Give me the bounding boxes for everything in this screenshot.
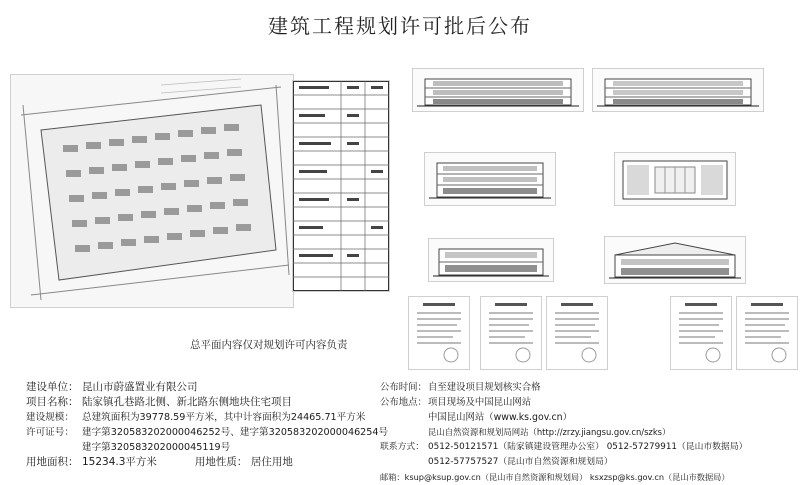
place-row — [380, 395, 798, 410]
permit-document-3 — [546, 296, 608, 370]
email-row — [380, 470, 798, 485]
permit-document-2 — [480, 296, 542, 370]
contact-row-2 — [380, 455, 798, 470]
elevation-drawing-6 — [604, 236, 746, 284]
project-info — [26, 380, 389, 470]
permit-row — [26, 425, 389, 440]
scale-label: 建设规模： — [26, 412, 74, 423]
elevation-drawing-4 — [614, 152, 736, 206]
period-row — [380, 380, 798, 395]
email-value: ksup@ksup.gov.cn（昆山市自然资源和规划局） ksxzsp@ks.gov.cn（昆山市数据局） — [404, 472, 730, 482]
permit-label: 许可证号： — [26, 427, 74, 438]
project-name-row — [26, 395, 382, 410]
plan-caption: 总平面内容仅对规划许可内容负责 — [190, 339, 348, 351]
elevation-drawing-1 — [412, 68, 584, 112]
land-area-value: 15234.3平方米 — [82, 456, 157, 468]
builder-row — [26, 380, 382, 395]
elevation-drawing-5 — [428, 238, 554, 282]
elevation-drawing-2 — [592, 68, 764, 112]
permit-number-line-2: 建字第320583202000045119号 — [82, 442, 231, 453]
place-label: 公布地点： — [380, 397, 427, 408]
permit-document-1 — [408, 296, 470, 370]
builder-value: 昆山市蔚盛置业有限公司 — [82, 381, 198, 393]
indicator-table — [292, 80, 390, 292]
land-use-label: 用地性质： — [194, 456, 248, 468]
email-label: 邮箱： — [380, 472, 405, 482]
permit-row-continued — [26, 440, 382, 455]
permit-number-line-1: 建字第320583202000046252号、建字第320583202000046254号 — [82, 427, 389, 438]
period-value: 自至建设项目规划核实合格 — [428, 382, 541, 393]
place-line-2: 中国昆山网站（www.ks.gov.cn） — [428, 412, 572, 423]
contact-label: 联系方式： — [380, 442, 424, 452]
contact-line-2: 0512-57757527（昆山市自然资源和规划局） — [428, 457, 613, 467]
site-plan-drawing — [10, 74, 294, 308]
announcement-info — [380, 380, 798, 485]
project-name-label: 项目名称： — [26, 396, 79, 408]
place-row-2 — [380, 410, 798, 425]
permit-document-4 — [670, 296, 732, 370]
place-line-3: 昆山自然资源和规划局网站（http://zrzy.jiangsu.gov.cn/szks） — [428, 427, 671, 437]
permit-document-5 — [736, 296, 798, 370]
place-line-1: 项目现场及中国昆山网站 — [428, 397, 532, 408]
contact-row — [380, 440, 798, 455]
contact-line-1: 0512-50121571（陆家镇建设管理办公室） 0512-57279911（昆山市数据局） — [428, 442, 748, 452]
page-title: 建筑工程规划许可批后公布 — [268, 14, 532, 38]
land-use-value: 居住用地 — [250, 456, 293, 468]
scale-value: 总建筑面积为39778.59平方米，其中计容面积为24465.71平方米 — [82, 412, 366, 423]
project-name-value: 陆家镇孔巷路北侧、新北路东侧地块住宅项目 — [82, 396, 292, 408]
period-label: 公布时间： — [380, 382, 427, 393]
land-area-label: 用地面积： — [26, 456, 79, 468]
place-row-3 — [380, 425, 798, 440]
scale-row — [26, 410, 382, 425]
elevation-drawing-3 — [424, 152, 556, 206]
builder-label: 建设单位： — [26, 381, 79, 393]
land-row — [26, 455, 382, 470]
